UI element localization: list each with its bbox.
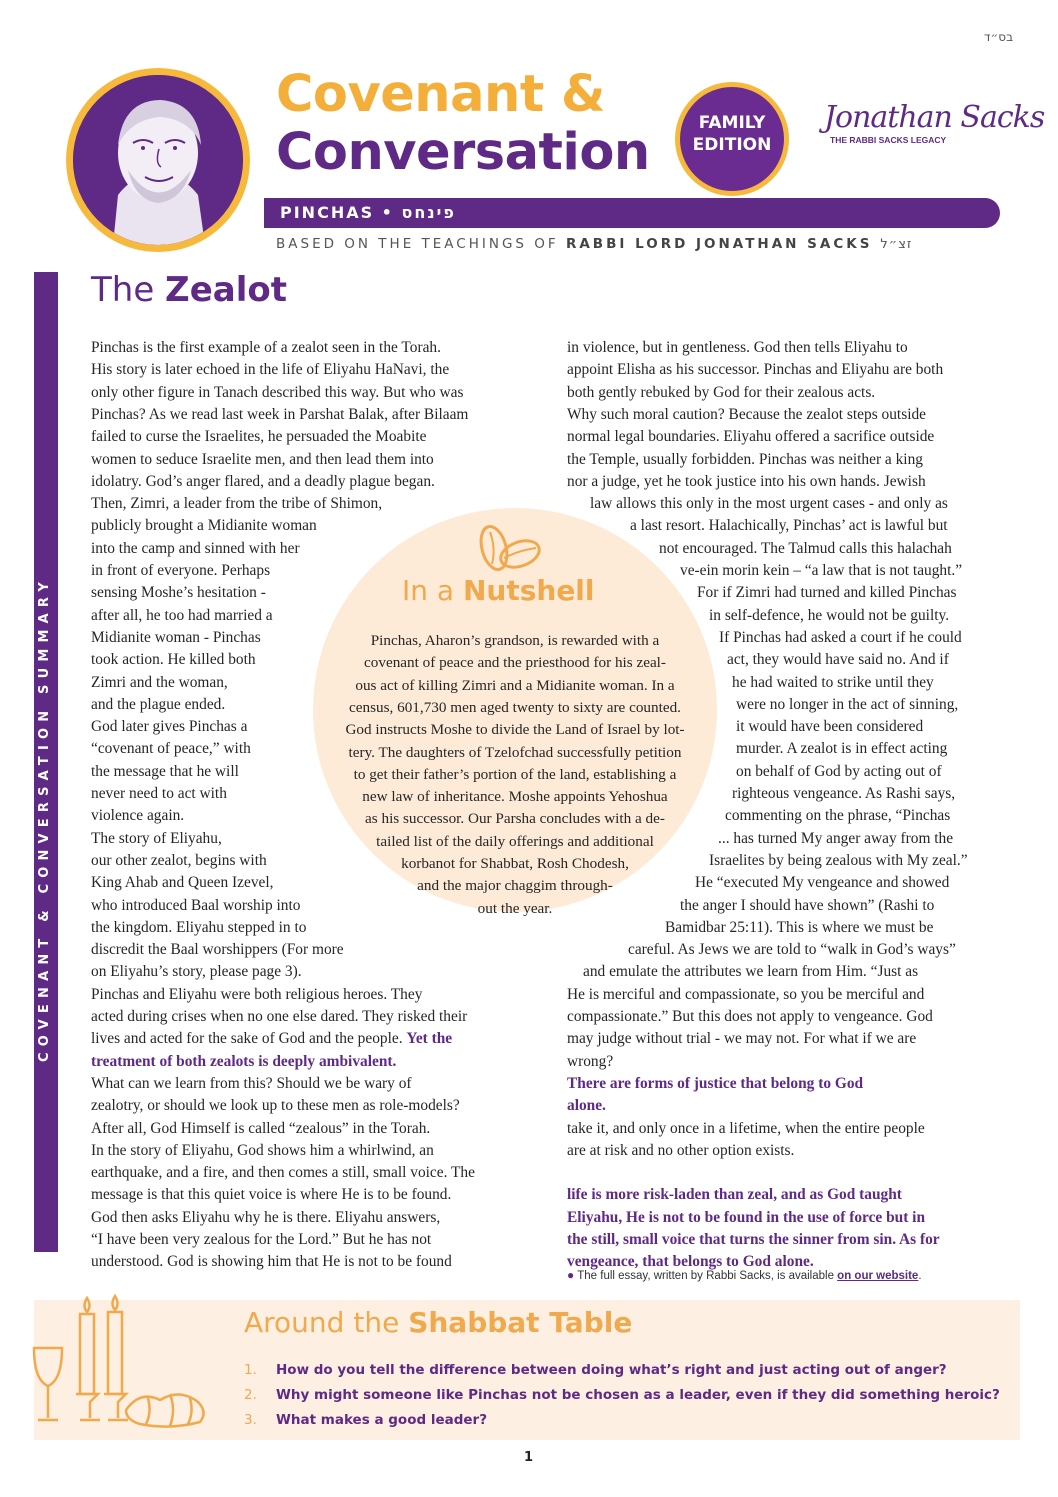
text-line: and the plague ended. <box>91 695 226 713</box>
text-line: ... has turned My anger away from the <box>718 829 954 847</box>
highlight-text: There are forms of justice that belong to God <box>567 1074 864 1092</box>
nutshell-line: ous act of killing Zimri and a Midianite woman. In a <box>355 676 675 694</box>
text-line: wrong? <box>567 1052 614 1070</box>
text-line: were no longer in the act of sinning, <box>736 695 959 713</box>
text-line: In the story of Eliyahu, God shows him a whirlwind, an <box>91 1141 434 1159</box>
text-line <box>567 1229 940 1251</box>
page-number: 1 <box>524 1450 534 1465</box>
text-line: message is that this quiet voice is where He is to be found. <box>91 1186 452 1204</box>
text-line: “I have been very zealous for the Lord.” But he has not <box>91 1231 432 1248</box>
text-line: nor a judge, yet he took justice into his own hands. Jewish <box>567 472 926 490</box>
text-line <box>91 1051 396 1073</box>
text-line: zealotry, or should we look up to these men as role-models? <box>91 1097 460 1115</box>
text-line: failed to curse the Israelites, he persuaded the Moabite <box>91 428 427 446</box>
text-line: King Ahab and Queen Izevel, <box>91 874 274 892</box>
text-line: His story is later echoed in the life of Eliyahu HaNavi, the <box>91 361 450 379</box>
text-line: earthquake, and a fire, and then comes a still, small voice. The <box>91 1164 475 1182</box>
text-line: in violence, but in gentleness. God then tells Eliyahu to <box>567 339 908 356</box>
teachings-line <box>276 236 912 252</box>
text-line: Pinchas and Eliyahu were both religious heroes. They <box>91 985 423 1003</box>
text-line: He “executed My vengeance and showed <box>695 874 950 892</box>
teachings-hebrew: זצ״ל <box>880 237 913 252</box>
text-line: after all, he too had married a <box>91 606 273 624</box>
nutshell-line: covenant of peace and the priesthood for his zeal- <box>364 654 666 672</box>
text-line: our other zealot, begins with <box>91 851 267 869</box>
text-line: righteous vengeance. As Rashi says, <box>732 785 956 802</box>
text-line: in front of everyone. Perhaps <box>91 562 271 579</box>
footnote-text: The full essay, written by Rabbi Sacks, is available <box>574 1270 838 1282</box>
text-line: acted during crises when no one else dared. They risked their <box>91 1008 468 1025</box>
text-line: For if Zimri had turned and killed Pinchas <box>697 584 957 602</box>
text-line: both gently rebuked by God for their zealous acts. <box>567 383 876 401</box>
rabbi-sacks-legacy-logo <box>824 100 1044 145</box>
side-band-label: COVENANT & CONVERSATION SUMMARY <box>37 575 52 1062</box>
text-line: publicly brought a Midianite woman <box>91 517 317 535</box>
shabbat-candles-icon <box>30 1290 210 1445</box>
text-line: careful. As Jews we are told to “walk in God’s ways” <box>628 941 956 959</box>
text-line: Bamidbar 25:11). This is where we must be <box>665 918 934 936</box>
article-title-pre: The <box>91 270 166 310</box>
highlight-text: the still, small voice that turns the sinner from sin. As for <box>567 1231 940 1248</box>
text-line: understood. God is showing him that He is not to be found <box>91 1253 452 1271</box>
text-line: took action. He killed both <box>91 651 256 669</box>
text-line: Pinchas? As we read last week in Parshat Balak, after Bilaam <box>91 405 469 423</box>
text-line: God later gives Pinchas a <box>91 718 248 736</box>
text-line: ve-ein morin kein – “a law that is not taught.” <box>680 562 963 579</box>
bullet-icon: ● <box>567 1268 575 1282</box>
text-line: on behalf of God by acting out of <box>736 762 942 780</box>
nutshell-line: tery. The daughters of Tzelofchad successfully petition <box>348 743 682 761</box>
question-item <box>244 1362 947 1378</box>
parsha-name: PINCHAS • פינחס <box>280 203 456 222</box>
text-line: are at risk and no other option exists. <box>567 1141 795 1159</box>
text-line: murder. A zealot is in effect acting <box>736 740 948 758</box>
parsha-bar <box>264 198 1000 228</box>
text-line <box>567 1095 606 1117</box>
question-number: 2. <box>244 1387 257 1403</box>
publication-title <box>276 66 650 182</box>
nutshell-line: and the major chaggim through- <box>417 877 613 895</box>
question-text: Why might someone like Pinchas not be chosen as a leader, even if they did something heroic? <box>276 1387 1000 1403</box>
text-line: act, they would have said no. And if <box>727 651 949 669</box>
text-line: “covenant of peace,” with <box>91 740 251 758</box>
title-line-2: Conversation <box>276 123 650 182</box>
teachings-prefix: BASED ON THE TEACHINGS OF <box>276 236 566 252</box>
text-line: idolatry. God’s anger flared, and a deadly plague began. <box>91 472 435 490</box>
question-text: How do you tell the difference between doing what’s right and just acting out of anger? <box>276 1362 947 1378</box>
text-line: may judge without trial - we may not. For what if we are <box>567 1030 917 1048</box>
highlight-text: vengeance, that belongs to God alone. <box>567 1253 814 1271</box>
text-line: law allows this only in the most urgent cases - and only as <box>590 495 948 513</box>
article-title <box>91 270 287 310</box>
question-number: 3. <box>244 1412 257 1428</box>
text-line: take it, and only once in a lifetime, when the entire people <box>567 1119 925 1137</box>
text-line: Why such moral caution? Because the zealot steps outside <box>567 405 926 423</box>
title-line-1: Covenant & <box>276 65 605 124</box>
text-line: Zimri and the woman, <box>91 673 228 691</box>
text-line: sensing Moshe’s hesitation - <box>91 584 266 602</box>
shabbat-title-pre: Around the <box>244 1306 409 1339</box>
nutshell-line: out the year. <box>477 899 553 917</box>
text-line: he had waited to strike until they <box>732 673 934 691</box>
text-line: and emulate the attributes we learn from Him. “Just as <box>583 963 919 981</box>
nutshell-title <box>402 574 595 607</box>
nutshell-line: korbanot for Shabbat, Rosh Chodesh, <box>401 855 629 872</box>
text-line: appoint Elisha as his successor. Pinchas and Eliyahu are both <box>567 361 944 379</box>
text-line: normal legal boundaries. Eliyahu offered a sacrifice outside <box>567 428 935 446</box>
text-line: who introduced Baal worship into <box>91 896 301 914</box>
question-text: What makes a good leader? <box>276 1412 488 1428</box>
website-link[interactable]: on our website <box>837 1270 919 1282</box>
nutshell-line: Pinchas, Aharon’s grandson, is rewarded with a <box>370 632 660 649</box>
text-line: the message that he will <box>91 762 239 780</box>
text-line: never need to act with <box>91 785 227 802</box>
text-line: women to seduce Israelite men, and then lead them into <box>91 450 434 468</box>
nutshell-line: census, 601,730 men aged twenty to sixty are counted. <box>349 698 681 716</box>
text-line: Midianite woman - Pinchas <box>91 628 261 646</box>
text-line: After all, God Himself is called “zealous” in the Torah. <box>91 1119 431 1137</box>
shabbat-table-title <box>244 1306 632 1339</box>
logo-subtitle: THE RABBI SACKS LEGACY <box>830 135 947 145</box>
text-line: Israelites by being zealous with My zeal.” <box>709 851 968 869</box>
nutshell-line: new law of inheritance. Moshe appoints Yehoshua <box>362 788 668 806</box>
question-item <box>244 1412 487 1428</box>
text-line: the Temple, usually forbidden. Pinchas was neither a king <box>567 450 923 468</box>
nutshell-title-bold: Nutshell <box>462 574 595 607</box>
text-line: the anger I should have shown” (Rashi to <box>680 896 935 914</box>
footnote-end: . <box>918 1270 922 1282</box>
highlight-text: treatment of both zealots is deeply ambivalent. <box>91 1052 397 1070</box>
text-line: discredit the Baal worshippers (For more <box>91 941 344 959</box>
text-line: the kingdom. Eliyahu stepped in to <box>91 918 307 936</box>
text-line <box>567 1073 863 1095</box>
nutshell-line: to get their father’s portion of the land, establishing a <box>353 765 677 783</box>
text-line: on Eliyahu’s story, please page 3). <box>91 963 302 981</box>
footnote <box>567 1268 922 1282</box>
almond-icon <box>472 522 544 579</box>
text-line: God then asks Eliyahu why he is there. Eliyahu answers, <box>91 1208 441 1226</box>
text-line: in self-defence, he would not be guilty. <box>709 606 950 624</box>
question-number: 1. <box>244 1362 257 1378</box>
teachings-name: RABBI LORD JONATHAN SACKS <box>565 236 873 252</box>
highlight-text: life is more risk-laden than zeal, and as God taught <box>567 1186 902 1204</box>
text-line: He is merciful and compassionate, so you be merciful and <box>567 985 925 1003</box>
text-line: If Pinchas had asked a court if he could <box>719 628 962 646</box>
rabbi-portrait <box>73 75 243 245</box>
text-line: What can we learn from this? Should we be wary of <box>91 1074 412 1092</box>
highlight-text: Eliyahu, He is not to be found in the use of force but in <box>567 1208 926 1226</box>
text-line: Pinchas is the first example of a zealot seen in the Torah. <box>91 339 441 356</box>
text-line: not encouraged. The Talmud calls this halachah <box>659 539 952 557</box>
text-line: The story of Eliyahu, <box>91 829 222 847</box>
nutshell-title-pre: In a <box>402 574 463 607</box>
text-line: commenting on the phrase, “Pinchas <box>725 807 951 825</box>
family-edition-badge <box>675 82 789 196</box>
highlight-text: alone. <box>567 1097 606 1115</box>
text-line: into the camp and sinned with her <box>91 539 300 557</box>
nutshell-line: God instructs Moshe to divide the Land of Israel by lot- <box>345 721 685 739</box>
nutshell-line: tailed list of the daily offerings and additional <box>376 832 654 850</box>
nutshell-line: as his successor. Our Parsha concludes with a de- <box>365 810 665 828</box>
text-line: a last resort. Halachically, Pinchas’ act is lawful but <box>630 517 948 535</box>
article-title-bold: Zealot <box>165 270 287 310</box>
text-line <box>567 1184 902 1206</box>
text-line: only other figure in Tanach described this way. But who was <box>91 383 464 401</box>
logo-signature: Jonathan Sacks <box>824 100 1045 135</box>
text-line: violence again. <box>91 807 185 825</box>
text-line: it would have been considered <box>736 718 924 736</box>
text-segment: lives and acted for the sake of God and the people. <box>91 1030 407 1048</box>
question-item <box>244 1387 1000 1403</box>
badge-line-1: FAMILY <box>698 113 766 133</box>
bsd-mark: בס״ד <box>984 30 1014 44</box>
badge-line-2: EDITION <box>692 135 772 155</box>
text-line: compassionate.” But this does not apply to vengeance. God <box>567 1008 933 1025</box>
shabbat-title-bold: Shabbat Table <box>408 1306 633 1339</box>
text-line <box>567 1207 925 1229</box>
text-line: Then, Zimri, a leader from the tribe of Shimon, <box>91 495 383 513</box>
text-line <box>91 1028 452 1050</box>
highlight-text: Yet the <box>406 1030 453 1048</box>
